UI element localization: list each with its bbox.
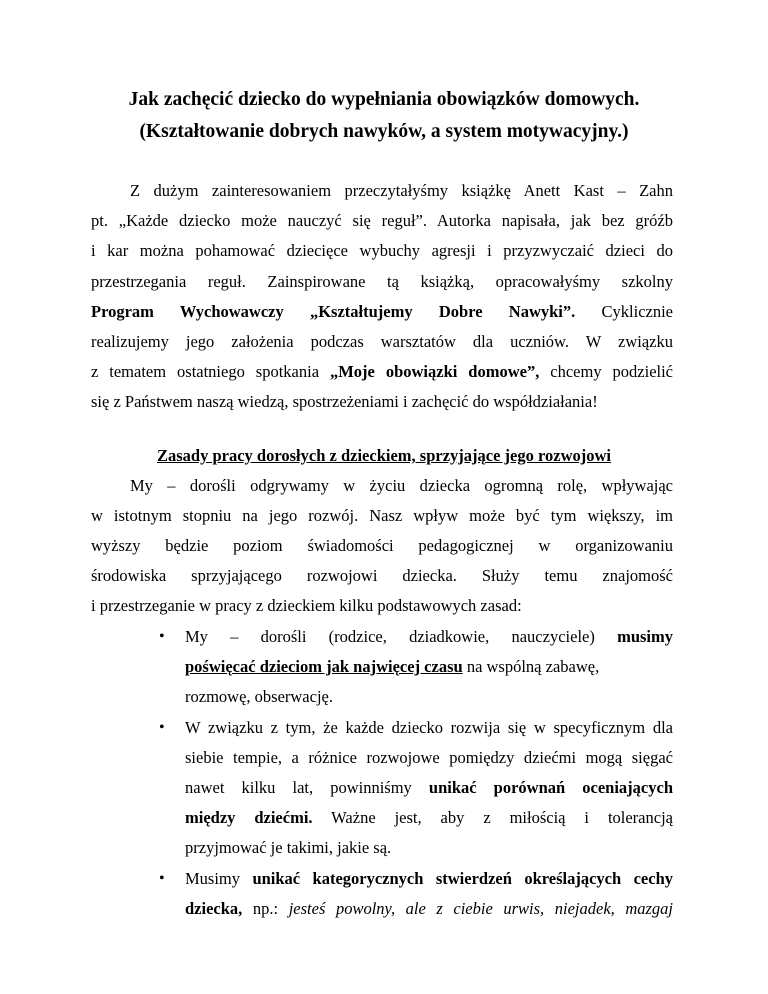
bullet-3-line-2-mid: np.: bbox=[252, 899, 279, 918]
bullet-1-line-2-post: na wspólną zabawę, bbox=[466, 657, 600, 676]
intro-line-3: i kar można pohamować dziecięce wybuchy agresji i przyzwyczaić dzieci do bbox=[91, 241, 673, 260]
bullet-2-line-5: przyjmować je takimi, jakie są. bbox=[185, 838, 392, 857]
bullet-2-line-3-pre: nawet kilku lat, powinniśmy bbox=[185, 778, 412, 797]
document-title-line-2: (Kształtowanie dobrych nawyków, a system motywacyjny.) bbox=[139, 121, 629, 142]
bullet-2-line-1: W związku z tym, że każde dziecko rozwija się w specyficznym dla bbox=[185, 718, 673, 737]
bullet-1-line-2 bbox=[185, 657, 673, 677]
bullet-3-line-1-bold: unikać kategorycznych stwierdzeń określających cechy bbox=[252, 869, 673, 888]
bullet-1-emphasis: poświęcać dzieciom jak najwięcej czasu bbox=[185, 657, 463, 676]
bullet-1-line-1-bold: musimy bbox=[617, 627, 673, 646]
bullet-1-line-1 bbox=[185, 627, 673, 647]
bullet-2-line-4 bbox=[185, 808, 673, 828]
program-name: Program Wychowawczy „Kształtujemy Dobre Nawyki”. bbox=[91, 302, 576, 321]
bullet-3-line-2-bold: dziecka, bbox=[185, 899, 243, 918]
intro-line-6: realizujemy jego założenia podczas warsztatów dla uczniów. W związku bbox=[91, 332, 673, 351]
bullet-1-line-3: rozmowę, obserwację. bbox=[185, 687, 333, 706]
bullet-icon: • bbox=[159, 719, 165, 736]
bullet-2-line-4-post: Ważne jest, aby z miłością i tolerancją bbox=[331, 808, 673, 827]
intro-line-8: się z Państwem naszą wiedzą, spostrzeżeniami i zachęcić do współdziałania! bbox=[91, 392, 598, 411]
bullet-3-examples: jesteś powolny, ale z ciebie urwis, niejadek, mazgaj bbox=[288, 899, 674, 918]
section-line-3: wyższy będzie poziom świadomości pedagogicznej w organizowaniu bbox=[91, 536, 673, 555]
section-line-4: środowiska sprzyjającego rozwojowi dziecka. Służy temu znajomość bbox=[91, 566, 673, 585]
intro-line-7-pre: z tematem ostatniego spotkania bbox=[91, 362, 320, 381]
bullet-2-line-3-bold: unikać porównań oceniających bbox=[428, 778, 673, 797]
bullet-icon: • bbox=[159, 628, 165, 645]
intro-line-2: pt. „Każde dziecko może nauczyć się reguł”. Autorka napisała, jak bez gróźb bbox=[91, 211, 673, 230]
bullet-icon: • bbox=[159, 870, 165, 887]
bullet-2-line-2: siebie tempie, a różnice rozwojowe pomiędzy dziećmi mogą sięgać bbox=[185, 748, 673, 767]
section-heading: Zasady pracy dorosłych z dzieckiem, sprzyjające jego rozwojowi bbox=[157, 446, 611, 465]
section-line-5: i przestrzeganie w pracy z dzieckiem kilku podstawowych zasad: bbox=[91, 596, 522, 615]
bullet-3-line-1 bbox=[185, 869, 673, 889]
intro-line-4: przestrzegania reguł. Zainspirowane tą książką, opracowałyśmy szkolny bbox=[91, 272, 673, 291]
bullet-3-line-1-pre: Musimy bbox=[185, 869, 241, 888]
section-line-1: My – dorośli odgrywamy w życiu dziecka ogromną rolę, wpływając bbox=[130, 476, 673, 495]
bullet-1-line-1-pre: My – dorośli (rodzice, dziadkowie, nauczyciele) bbox=[185, 627, 595, 646]
bullet-3-line-2 bbox=[185, 899, 673, 919]
intro-line-5-rest: Cyklicznie bbox=[601, 302, 673, 321]
intro-line-7-post: chcemy podzielić bbox=[550, 362, 674, 381]
document-title-line-1: Jak zachęcić dziecko do wypełniania obowiązków domowych. bbox=[128, 89, 640, 110]
section-line-2: w istotnym stopniu na jego rozwój. Nasz wpływ może być tym większy, im bbox=[91, 506, 673, 525]
bullet-2-line-3 bbox=[185, 778, 673, 798]
intro-line-1: Z dużym zainteresowaniem przeczytałyśmy książkę Anett Kast – Zahn bbox=[130, 181, 673, 200]
meeting-topic: „Moje obowiązki domowe”, bbox=[329, 362, 540, 381]
intro-line-7 bbox=[91, 362, 673, 382]
intro-line-5 bbox=[91, 302, 673, 322]
bullet-2-line-4-bold: między dziećmi. bbox=[185, 808, 313, 827]
